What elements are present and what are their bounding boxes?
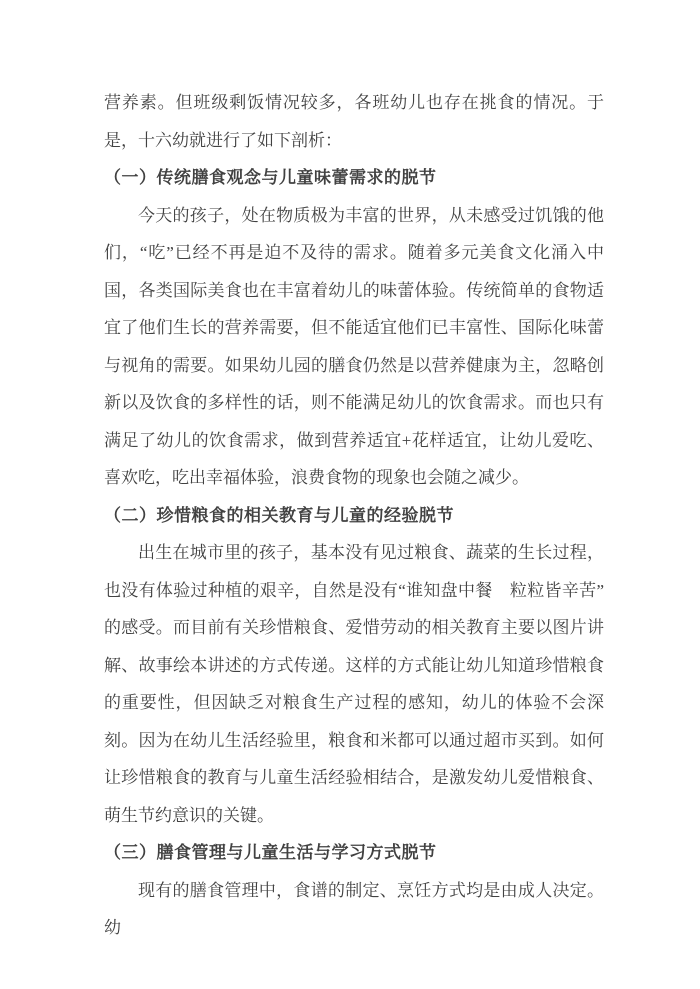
heading-section-1: （一）传统膳食观念与儿童味蕾需求的脱节 (104, 168, 437, 187)
paragraph-continuation: 营养素。但班级剩饭情况较多，各班幼儿也存在挑食的情况。于是，十六幼就进行了如下剖析： (104, 93, 604, 150)
heading-section-2: （二）珍惜粮食的相关教育与儿童的经验脱节 (104, 505, 454, 525)
document-content (104, 84, 604, 947)
paragraph-section-2: 出生在城市里的孩子，基本没有见过粮食、蔬菜的生长过程，也没有体验过种植的艰辛，自然是没有“谁知盘中餐 粒粒皆辛苦”的感受。而目前有关珍惜粮食、爱惜劳动的相关教育主要以图片讲解、故事绘本讲述的方式传递。这样的方式能让幼儿知道珍惜粮食的重要性，但因缺乏对粮食生产过程的感知，幼儿的体验不会深刻。因为在幼儿生活经验里，粮食和米都可以通过超市买到。如何让珍惜粮食的教育与儿童生活经验相结合，是激发幼儿爱惜粮食、萌生节约意识的关键。 (104, 543, 604, 825)
heading-section-3: （三）膳食管理与儿童生活与学习方式脱节 (104, 843, 437, 862)
paragraph-section-1: 今天的孩子，处在物质极为丰富的世界，从未感受过饥饿的他们，“吃”已经不再是迫不及待的需求。随着多元美食文化涌入中国，各类国际美食也在丰富着幼儿的味蕾体验。传统简单的食物适宜了他们生长的营养需要，但不能适宜他们已丰富性、国际化味蕾与视角的需要。如果幼儿园的膳食仍然是以营养健康为主，忽略创新以及饮食的多样性的话，则不能满足幼儿的饮食需求。而也只有满足了幼儿的饮食需求，做到营养适宜+花样适宜，让幼儿爱吃、喜欢吃，吃出幸福体验，浪费食物的现象也会随之减少。 (104, 205, 604, 487)
paragraph-section-3: 现有的膳食管理中，食谱的制定、烹饪方式均是由成人决定。幼 (104, 880, 604, 937)
